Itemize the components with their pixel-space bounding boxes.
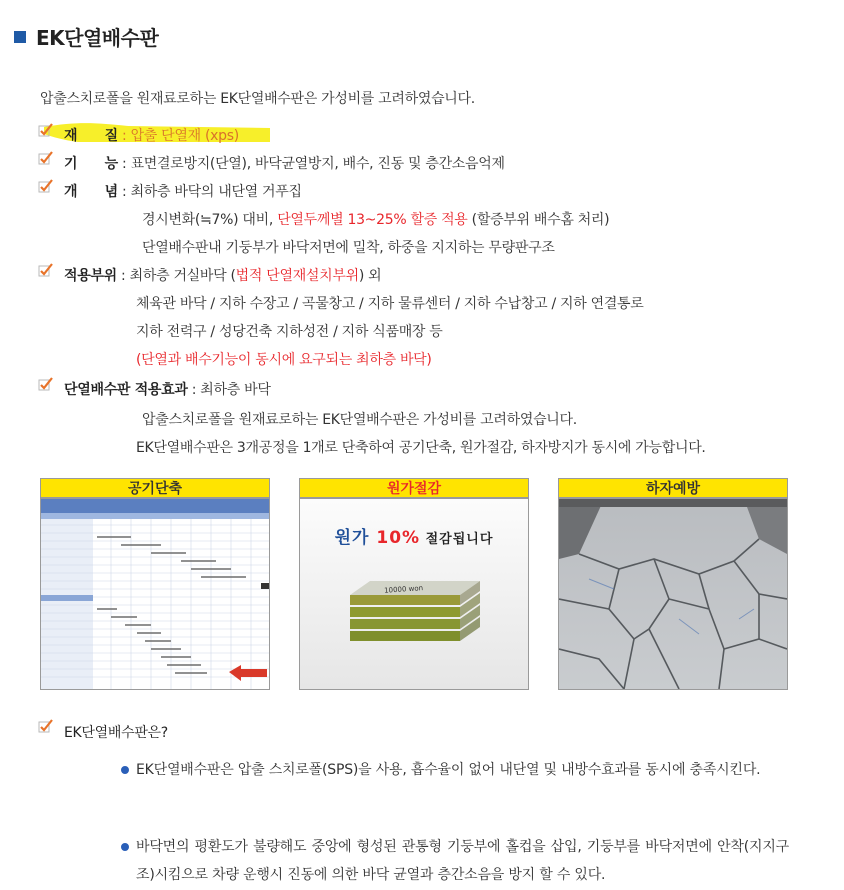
gantt-chart-graphic xyxy=(41,499,269,689)
material-value: : 압출 단열재 (xps) xyxy=(117,128,239,144)
cost-reduction-caption xyxy=(300,523,528,548)
check-icon xyxy=(38,719,54,733)
material-label: 재 질 xyxy=(64,128,118,144)
title-square-icon xyxy=(14,31,26,43)
card-defect-header: 하자예방 xyxy=(558,478,788,498)
material-row xyxy=(64,125,239,145)
concept-line2-a: 경시변화(≒7%) 대비, xyxy=(142,212,278,228)
cost-text-a: 원가 xyxy=(334,528,377,548)
concept-row xyxy=(64,181,302,201)
application-value-b: ) 외 xyxy=(358,268,382,284)
concept-line-3: 단열배수판내 기둥부가 바닥저면에 밀착, 하중을 지지하는 무량판구조 xyxy=(142,240,555,256)
cost-text-b: 절감됩니다 xyxy=(420,532,494,547)
concept-line2-red: 단열두께별 13~25% 할증 적용 xyxy=(277,212,468,228)
cracked-floor-image xyxy=(558,498,788,690)
what-paragraph-1: EK단열배수판은 압출 스치로폴(SPS)을 사용, 흡수율이 없어 내단열 및 내방수효과를 동시에 충족시킨다. xyxy=(136,762,761,778)
cost-reduction-image xyxy=(299,498,529,690)
cracked-floor-graphic xyxy=(559,499,787,689)
effect-line-3: EK단열배수판은 3개공정을 1개로 단축하여 공기단축, 원가절감, 하자방지가 동시에 가능합니다. xyxy=(136,440,706,456)
concept-label: 개 념 xyxy=(64,184,118,200)
page-title: EK단열배수판 xyxy=(36,26,159,50)
concept-line-2 xyxy=(142,209,609,229)
card-cost-header xyxy=(299,478,529,498)
application-line-3: 지하 전력구 / 성당건축 지하성전 / 지하 식품매장 등 xyxy=(136,324,443,340)
function-row xyxy=(64,153,505,173)
card-schedule-header: 공기단축 xyxy=(40,478,270,498)
effect-value: : 최하층 바닥 xyxy=(187,382,271,398)
what-paragraph-2: 바닥면의 평환도가 불량해도 중앙에 형성된 관통형 기둥부에 홀컵을 삽입, 기둥부를 바닥저면에 안착(지지구조)시킴으로 차량 운행시 진동에 의한 바닥 균열과 층간소음을 방지 할 수 있다. xyxy=(136,839,789,883)
application-line-2: 체육관 바닥 / 지하 수장고 / 곡물창고 / 지하 물류센터 / 지하 수납창고 / 지하 연결통로 xyxy=(136,296,644,312)
check-icon xyxy=(38,151,54,165)
card-cost-header-label: 원가절감 xyxy=(386,481,442,497)
cost-text-pct: 10% xyxy=(376,528,421,548)
effect-line-2: 압출스치로폴을 원재료로하는 EK단열배수판은 가성비를 고려하였습니다. xyxy=(142,412,577,428)
check-icon xyxy=(38,263,54,277)
money-label: 10000 won xyxy=(383,584,424,595)
schedule-chart-image xyxy=(40,498,270,690)
concept-value: : 최하층 바닥의 내단열 거푸집 xyxy=(117,184,302,200)
what-heading: EK단열배수판은? xyxy=(64,725,168,741)
bullet-dot xyxy=(121,843,129,851)
concept-line2-b: (할증부위 배수홈 처리) xyxy=(467,212,610,228)
application-value-a: : 최하층 거실바닥 ( xyxy=(116,268,236,284)
money-stack-icon xyxy=(340,579,490,649)
intro-text: 압출스치로폴을 원재료로하는 EK단열배수판은 가성비를 고려하였습니다. xyxy=(40,91,475,107)
effect-row xyxy=(64,379,271,399)
application-value-red: 법적 단열재설치부위 xyxy=(235,268,359,284)
function-value: : 표면결로방지(단열), 바닥균열방지, 배수, 진동 및 층간소음억제 xyxy=(117,156,505,172)
check-icon xyxy=(38,123,54,137)
check-icon xyxy=(38,179,54,193)
application-label: 적용부위 xyxy=(64,268,117,284)
function-label: 기 능 xyxy=(64,156,118,172)
application-row xyxy=(64,265,381,285)
application-line-4: (단열과 배수기능이 동시에 요구되는 최하층 바닥) xyxy=(136,352,432,368)
bullet-dot xyxy=(121,766,129,774)
check-icon xyxy=(38,377,54,391)
effect-label: 단열배수판 적용효과 xyxy=(64,382,188,398)
